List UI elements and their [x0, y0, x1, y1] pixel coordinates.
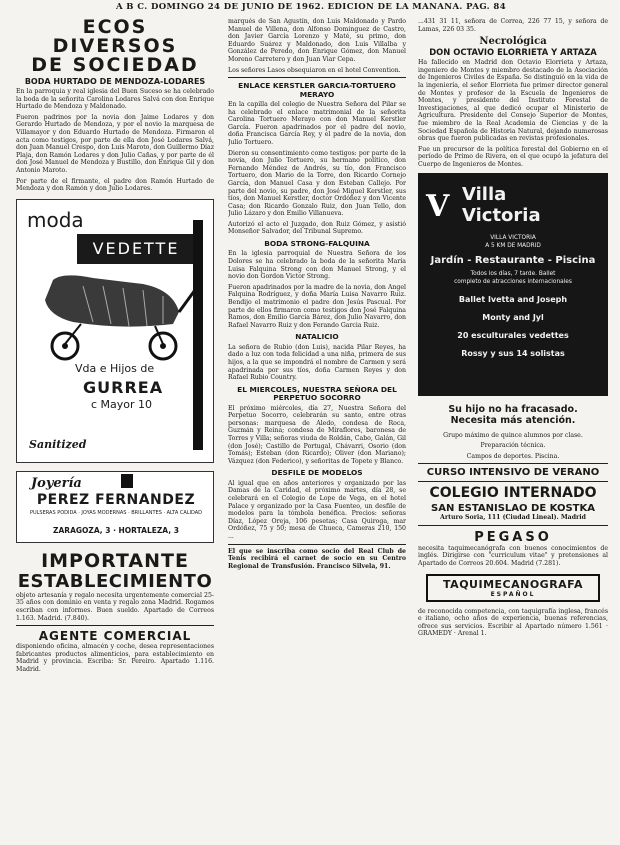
agente-text: disponiendo oficina, almacén y coche, desea representaciones fabricantes productos alimenticios, para establecimiento en Madrid y provincia. Escriba: Sr. Pereiro. Apartado 1.116. Madrid.: [16, 643, 214, 673]
divider: [228, 77, 406, 78]
necrologica-title: Necrológica: [479, 36, 547, 48]
joyeria-desc: PULSERAS PODIDA · JOYAS MODERNAS · BRILLANTES · ALTA CALIDAD: [29, 509, 203, 516]
fracaso-line-1: Su hijo no ha fracasado.: [448, 403, 578, 415]
page-header: A B C. DOMINGO 24 DE JUNIO DE 1962. EDICION DE LA MAÑANA. PAG. 84: [115, 2, 507, 12]
enlace-title: ENLACE KERSTLER GARCIA-TORTUERO MERAYO: [238, 81, 396, 99]
natalicio-title: NATALICIO: [295, 332, 339, 342]
miercoles-text: El próximo miércoles, día 27, Nuestra Señora del Perpetuo Socorro, celebrarán su santo, entre otras personas: marquesa de Aledo, condesa de Roca, Guzmán y Reina; condesa de Miraflores, baronesa de Torres y Villa; señoras viuda de Roldán, Cabo, Galán, Gil (don José); Castillo de Portugal, Chávarri, Osorio (don Tomás); Esteban (don Ricardo); Oliver (don Mariano); Vázquez (don Federico), y señoritas de Topete y Blanco.: [228, 404, 406, 465]
column-left: [16, 18, 214, 838]
enlace-text-2: Dieron su consentimiento como testigos: por parte de la novia, don Julio Tortuero, su hermano político, don Fernando Méndez de Andrés, su tío, don Francisco Tortuero, don Mario de la Torre, don Ricardo Cornejo García, don Manuel Casa y don Esteban Callejo. Por parte del novio, su padre, don José Miguel Kerstler, sus tíos, don Manuel Kerstler, doctor Ordóñez y don Vicente Casa; don Ricardo Gonzalo Ruiz, don Juan Tello, don Julio Lázaro y don Emilio Villanueva.: [228, 149, 406, 218]
column-right: [418, 18, 608, 838]
baby-pram-illustration: [23, 270, 203, 362]
establecimiento-title: ESTABLECIMIENTO: [17, 570, 213, 592]
joyeria-monogram-icon: [121, 474, 133, 488]
estanislao-address: Arturo Soria, 111 (Ciudad Lineal). Madrid: [440, 514, 586, 522]
vedette-brand: VEDETTE: [77, 234, 195, 264]
villa-line-3: Jardín - Restaurante - Piscina: [430, 254, 596, 266]
curso-title: CURSO INTENSIVO DE VERANO: [426, 467, 600, 479]
enlace-text: En la capilla del colegio de Nuestra Señora del Pilar se ha celebrado el enlace matrimonial de la señorita Carolina Tortuero Merayo con don Manuel Kerstler García. Fueron apadrinados por el padre del novio, doña Francisca García Rey, y el padre de la novia, don Julio Tortuero.: [228, 100, 406, 146]
fracaso-line-4: Preparación técnica.: [480, 442, 546, 450]
pegaso-title: PEGASO: [474, 529, 552, 545]
villa-v-logo-icon: V: [426, 188, 450, 224]
villa-line-2: A 5 KM DE MADRID: [485, 242, 541, 249]
villa-line-4: Todos los días, 7 tarde. Ballet: [470, 270, 556, 277]
taquimecanografa-title: TAQUIMECANOGRAFA: [443, 577, 583, 591]
intro-text: ...431 31 11, señora de Correa, 226 77 15, y señora de Lamas, 226 03 35.: [418, 18, 608, 33]
villa-line-8: 20 esculturales vedettes: [457, 330, 569, 340]
taquimecanografa-text: de reconocida competencia, con taquigrafía inglesa, francés e italiano, ocho años de experiencia, buenas referencias, ofrece sus servicios. Escribir al Apartado número 1.561 · GRAMEDY · Arenal 1.: [418, 607, 608, 638]
villa-victoria-ad: [418, 173, 608, 396]
importante-title: IMPORTANTE: [41, 549, 189, 572]
pegaso-text: necesita taquimecanógrafa con buenos conocimientos de inglés. Dirigirse con "curriculum vitae" y pretensiones al Apartado de Correos 20.604. Madrid (7.281).: [418, 544, 608, 568]
fracaso-line-2: Necesita más atención.: [450, 414, 576, 426]
importante-text: objeto artesanía y regalo necesita urgentemente comercial 25-35 años con dominio en venta y regalo zona Madrid. Rogamos escriban con informes. Buen sueldo. Apartado de Correos 1.163. Madrid. (7.840).: [16, 591, 214, 622]
villa-line-6: Ballet Ivetta and Joseph: [458, 294, 568, 304]
moda-vedette-ad: [16, 199, 214, 463]
column-middle: [228, 18, 406, 838]
boda-mendoza-text: En la parroquia y real iglesia del Buen Suceso se ha celebrado la boda de la señorita Carolina Lodares Salvá con don Enrique Hurtado de Mendoza y Maldonado.: [16, 88, 214, 111]
divider: [418, 481, 608, 482]
section-title-sociedad: DE SOCIEDAD: [31, 54, 199, 76]
boda-mendoza-text-3: Por parte de el firmante, el padre don Ramón Hurtado de Mendoza y don Ramón y don Julio Lodares.: [16, 177, 214, 193]
villa-name: Villa: [462, 183, 507, 205]
joyeria-name: PEREZ FERNANDEZ: [36, 491, 196, 508]
intro-text: marqués de San Agustín, don Luis Maldonado y Pardo Manuel de Villena, don Alfonso Dominguez de Castro, don Javier García Lorenzo y Maté, su primo, don Eduardo Suárez y Maldonado, don Luis Villalba y González de Peredo, don Enrique Gómez, don Manuel Moreno Carretero y don Juan Viar Cepa.: [228, 18, 406, 63]
desfile-text: Al igual que en años anteriores y organizado por las Damas de la Caridad, el próximo martes, día 28, se celebrará en el Colegio de Lope de Vega, en el hotel Palace y organizado por la Casa Fuenteo, un desfile de modelos para la tómbola benéfica. Precios: señoras Díaz, López Oreja, 106 pesetas; Casa Quiroga, mar Ordóñez, 75 y 50; mesa de Chueca, Cameras 210, 150 ...: [228, 479, 406, 540]
villa-line-5: completo de atracciones internacionales: [454, 278, 572, 285]
necrologica-text: Ha fallecido en Madrid don Octavio Elorrieta y Artaza, ingeniero de Montes y miembro destacado de la Asociación de Ingenieros Civiles de España. Se distinguió en la vida de la ingeniería, el señor Elorrieta fue primer director general de Montes y profesor de la Escuela de Ingenieros de Montes, y presidente del Instituto Forestal de Investigaciones, al que dedicó ocupar el Ministerio de Agricultura. Presidente del Consejo Superior de Montes, fue miembro de la Real Academia de Ciencias y de la Sociedad Española de Historia Natural, dejando numerosas obras que fueron publicadas en revistas profesionales.: [418, 59, 608, 143]
miercoles-title: EL MIERCOLES, NUESTRA SEÑORA DEL PERPETUO SOCORRO: [237, 384, 397, 403]
strong-text: En la iglesia parroquial de Nuestra Señora de los Dolores se ha celebrado la boda de la señorita María Luisa Falquina Strong con don Manuel Strong, y el novio don Gordon Victor Strong.: [228, 250, 406, 281]
villa-line-1: VILLA VICTORIA: [490, 234, 536, 241]
victoria-name: Victoria: [462, 204, 541, 226]
strong-title: BODA STRONG-FALQUINA: [264, 239, 370, 249]
boda-mendoza-title: BODA HURTADO DE MENDOZA-LODARES: [24, 77, 206, 86]
moda-signature: Sanitized: [29, 437, 87, 451]
villa-line-7: Monty and Jyl: [482, 312, 544, 322]
moda-line-1: Vda e Hijos de: [75, 361, 155, 375]
section-title-ecos: ECOS DIVERSOS: [52, 18, 178, 57]
necrologica-name: DON OCTAVIO ELORRIETA Y ARTAZA: [429, 47, 597, 58]
moda-address: c Mayor 10: [91, 397, 153, 411]
intro-text-2: Los señores Lasos obsequiaron en el hotel Convention.: [228, 66, 401, 74]
taquimecanografa-box: [426, 574, 600, 602]
boda-mendoza-text-2: Fueron padrinos por la novia don Jaime Lodares y don Gerardo Hurtado de Mendoza, y por el novio la marquesa de Villamayor y don Eduardo Hurtado de Mendoza. Firmaron el acta como testigos, por parte de ella don José Lodares Salvá, don Juan Manuel Crespo, don Luis Maroto, don Guillermo Díaz Plaja, don Ramón Lodares y don Julio Cañas, y por parte de él don José Manuel de Mendoza y Bustillo, don Enrique Gil y don Antonio Maroto.: [16, 113, 214, 174]
natalicio-text: La señora de Rubio (don Luis), nacida Pilar Reyes, ha dado a luz con toda felicidad a una niña, primera de sus hijos, a la que se impondrá el nombre de Carmen y será apadrinada por sus tíos, doña Carmen Reyes y don Rafael Rubio Country.: [228, 343, 406, 382]
divider: [418, 463, 608, 464]
agente-title: AGENTE COMERCIAL: [38, 629, 192, 644]
joyeria-address: ZARAGOZA, 3 · HORTALEZA, 3: [53, 525, 179, 535]
necrologica-text-2: Fue un precursor de la política forestal del Gobierno en el período de Primo de Rivera, en el que ocupó la jefatura del Cuerpo de Ingenieros de Montes.: [418, 145, 608, 168]
footer-note: El que se inscriba como socio del Real Club de Tenis recibirá el carnet de socio en su Centro Regional de Transfusión. Francisco Silvela, 91.: [228, 547, 406, 570]
desfile-title: DESFILE DE MODELOS: [271, 468, 363, 478]
fracaso-line-5: Campos de deportes. Piscina.: [466, 452, 560, 460]
enlace-text-3: Autorizó el acto el Juzgado, don Ruiz Gómez, y asistió Monseñor Salvador, del Tribunal Supremo.: [228, 220, 406, 236]
strong-text-2: Fueron apadrinados por la madre de la novia, don Angel Falquina Rodríguez, y doña María Luisa Navarro Ruiz. Bendijo el matrimonio el padre don Jesús Pascual. Por parte de ellos firmaron como testigos don José Falquina Ramos, don Emilio Garcia Bárez, don Julio Navarro, don Rafael Navarro Ruiz y don Ferando Garcia Ruiz.: [228, 283, 406, 329]
moda-word: moda: [27, 207, 84, 232]
villa-line-9: Rossy y sus 14 solistas: [461, 348, 565, 358]
divider: [16, 625, 214, 626]
divider: [418, 525, 608, 526]
colegio-title: COLEGIO INTERNADO: [429, 485, 597, 502]
divider: [228, 544, 406, 545]
estanislao-title: SAN ESTANISLAO DE KOSTKA: [431, 503, 595, 515]
fracaso-line-3: Grupo máximo de quince alumnos por clase.: [443, 431, 583, 439]
joyeria-word: Joyería: [31, 475, 82, 491]
taquimecanografa-sub: ESPAÑOL: [490, 590, 536, 598]
moda-stripe: [193, 220, 203, 450]
joyeria-ad: [16, 471, 214, 543]
moda-gurrea: GURREA: [83, 377, 164, 397]
